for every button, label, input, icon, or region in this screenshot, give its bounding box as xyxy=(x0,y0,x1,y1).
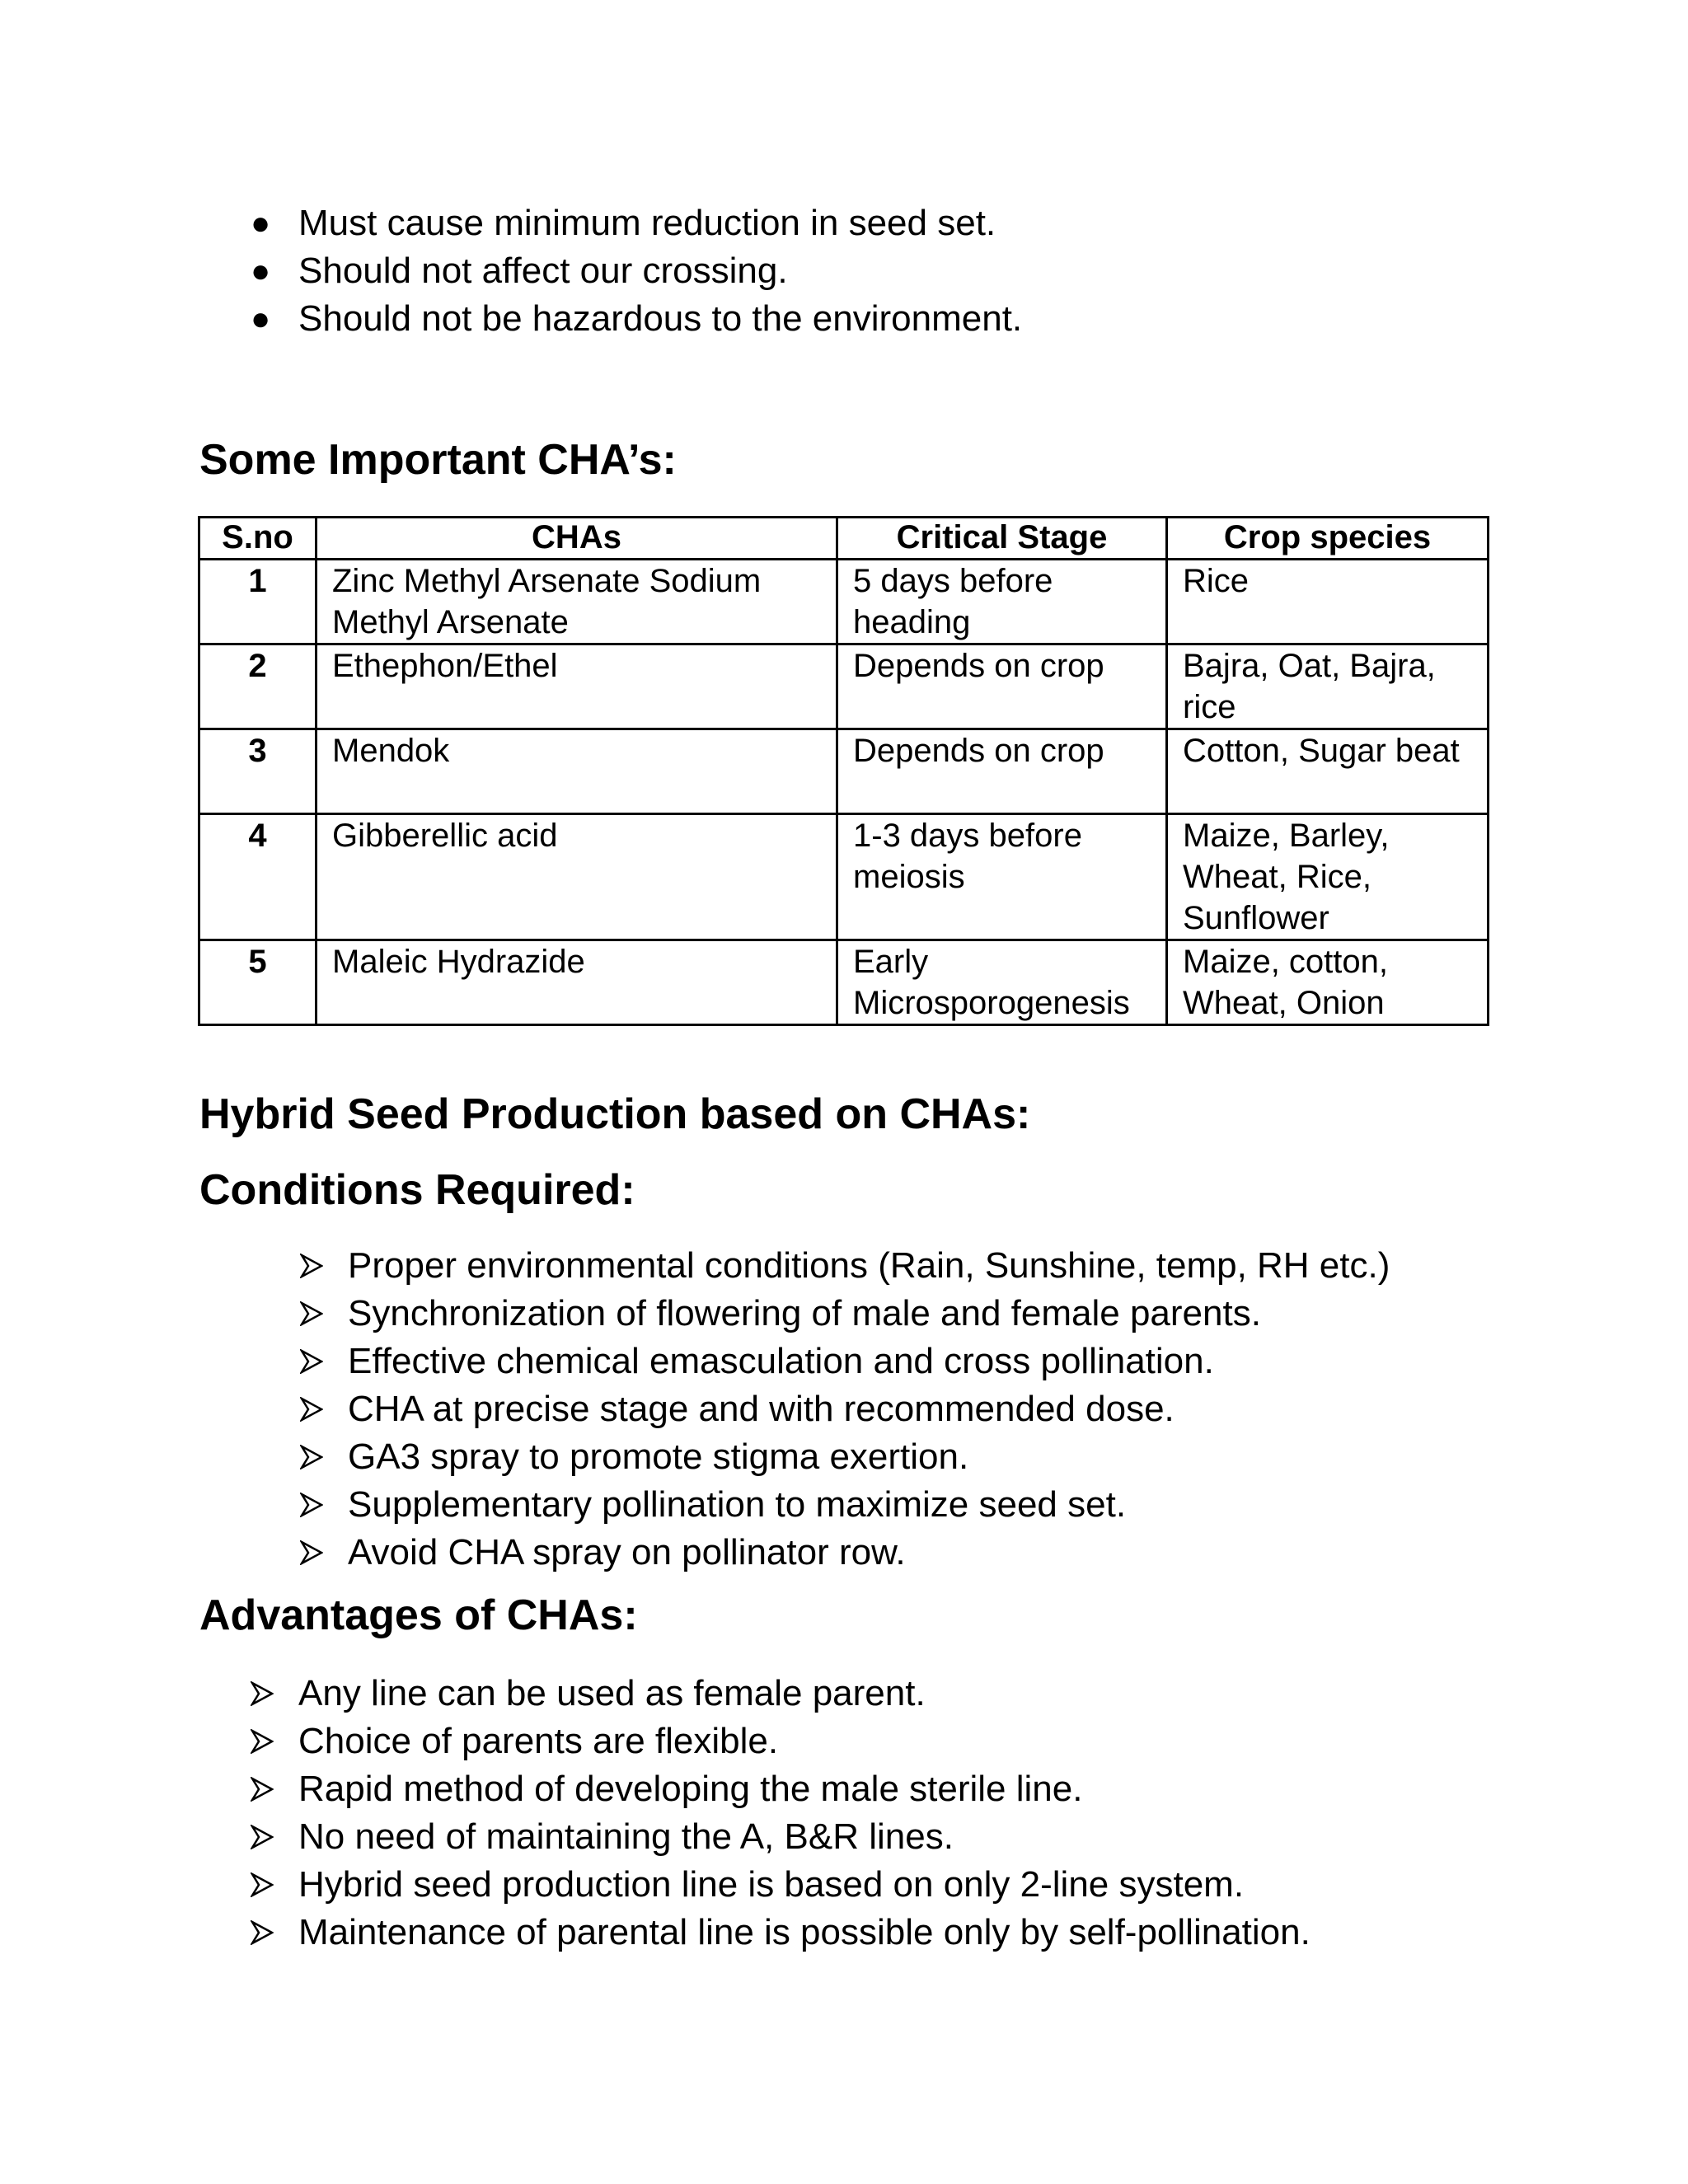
table-cell: Bajra, Oat, Bajra, rice xyxy=(1167,644,1489,729)
arrow-bullet-icon xyxy=(251,1920,274,1945)
list-item: Any line can be used as female parent. xyxy=(298,1670,1311,1718)
table-cell: Maize, Barley, Wheat, Rice, Sunflower xyxy=(1167,814,1489,940)
table-cell: Gibberellic acid xyxy=(316,814,837,940)
list-item: Proper environmental conditions (Rain, Sunshine, temp, RH etc.) xyxy=(348,1242,1390,1290)
table-cell: Depends on crop xyxy=(837,729,1167,814)
arrow-bullet-icon xyxy=(300,1493,323,1517)
table-cell: Zinc Methyl Arsenate Sodium Methyl Arsenate xyxy=(316,560,837,644)
table-cell: Maleic Hydrazide xyxy=(316,940,837,1025)
list-item: No need of maintaining the A, B&R lines. xyxy=(298,1813,1311,1861)
list-item: Rapid method of developing the male sterile line. xyxy=(298,1765,1311,1813)
list-item: Synchronization of flowering of male and female parents. xyxy=(348,1290,1390,1338)
arrow-bullet-icon xyxy=(251,1872,274,1897)
table-row xyxy=(199,814,1489,940)
table-cell: 3 xyxy=(199,729,316,814)
arrow-bullet-icon xyxy=(300,1445,323,1469)
table-cell: 5 days before heading xyxy=(837,560,1167,644)
table-row xyxy=(199,560,1489,644)
arrow-bullet-icon xyxy=(251,1681,274,1706)
table-cell: Rice xyxy=(1167,560,1489,644)
cha-section-heading: Some Important CHA’s: xyxy=(199,436,677,484)
table-row xyxy=(199,729,1489,814)
hybrid-section-heading: Hybrid Seed Production based on CHAs: xyxy=(199,1090,1031,1138)
table-cell: Early Microsporogenesis xyxy=(837,940,1167,1025)
table-row xyxy=(199,644,1489,729)
table-row xyxy=(199,940,1489,1025)
requirements-bullet-list xyxy=(251,199,1023,343)
column-header-crop-species: Crop species xyxy=(1167,518,1489,560)
list-item: Choice of parents are flexible. xyxy=(298,1718,1311,1765)
arrow-bullet-icon xyxy=(300,1254,323,1278)
arrow-bullet-icon xyxy=(251,1777,274,1802)
arrow-bullet-icon xyxy=(300,1397,323,1422)
arrow-bullet-icon xyxy=(300,1301,323,1326)
table-cell: Mendok xyxy=(316,729,837,814)
conditions-heading: Conditions Required: xyxy=(199,1166,635,1214)
column-header-sno: S.no xyxy=(199,518,316,560)
list-item: CHA at precise stage and with recommended dose. xyxy=(348,1385,1390,1433)
table-cell: Maize, cotton, Wheat, Onion xyxy=(1167,940,1489,1025)
arrow-bullet-icon xyxy=(251,1729,274,1754)
table-cell: Depends on crop xyxy=(837,644,1167,729)
list-item: ● Should not be hazardous to the environment. xyxy=(298,295,1022,343)
list-item: Hybrid seed production line is based on only 2-line system. xyxy=(298,1861,1311,1909)
list-item: Effective chemical emasculation and cross pollination. xyxy=(348,1338,1390,1385)
table-header-row xyxy=(199,518,1489,560)
table-cell: 4 xyxy=(199,814,316,940)
arrow-bullet-icon xyxy=(300,1540,323,1565)
arrow-bullet-icon xyxy=(300,1349,323,1374)
table-cell: 5 xyxy=(199,940,316,1025)
table-cell: 1-3 days before meiosis xyxy=(837,814,1167,940)
bullet-icon: ● xyxy=(251,205,271,241)
bullet-icon: ● xyxy=(251,253,271,289)
column-header-critical-stage: Critical Stage xyxy=(837,518,1167,560)
table-cell: 2 xyxy=(199,644,316,729)
list-item: Supplementary pollination to maximize seed set. xyxy=(348,1481,1390,1529)
table-cell: Cotton, Sugar beat xyxy=(1167,729,1489,814)
cha-table xyxy=(198,516,1489,1026)
list-item: Avoid CHA spray on pollinator row. xyxy=(348,1529,1390,1577)
advantages-heading: Advantages of CHAs: xyxy=(199,1591,638,1639)
list-item: GA3 spray to promote stigma exertion. xyxy=(348,1433,1390,1481)
advantages-list xyxy=(298,1670,1311,1957)
list-item: ● Must cause minimum reduction in seed set. xyxy=(298,199,1022,247)
column-header-chas: CHAs xyxy=(316,518,837,560)
bullet-icon: ● xyxy=(251,301,271,337)
list-item: ● Should not affect our crossing. xyxy=(298,247,1022,295)
conditions-list xyxy=(348,1242,1390,1577)
arrow-bullet-icon xyxy=(251,1825,274,1849)
list-item: Maintenance of parental line is possible only by self-pollination. xyxy=(298,1909,1311,1957)
table-cell: Ethephon/Ethel xyxy=(316,644,837,729)
table-cell: 1 xyxy=(199,560,316,644)
